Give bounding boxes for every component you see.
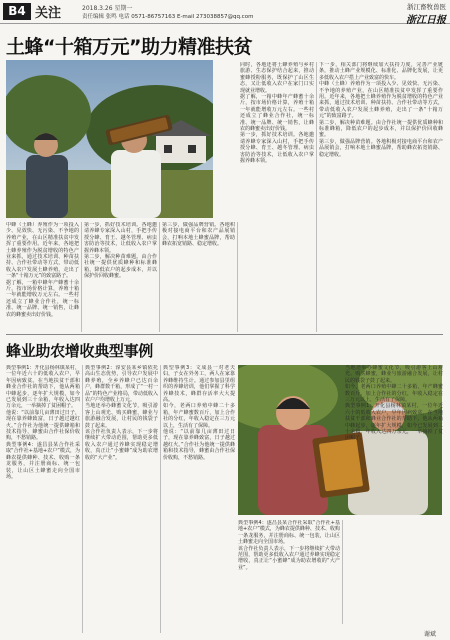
article-1-paragraph: 第三步，做强品牌营销。各地积极对接电商平台和农产品展销会，打响本地土蜂蜜品牌，帮助蜂农拓宽销路、稳定增收。 (162, 222, 235, 248)
section-code: B4 (3, 3, 31, 20)
article-1-paragraph: 第三步，做强品牌营销。各地积极对接电商平台和农产品展销会，打响本地土蜂蜜品牌，帮助蜂农拓宽销路、稳定增收。 (319, 138, 443, 158)
article-1-column-3 (162, 222, 235, 332)
paper-masthead: 浙江日报 (406, 15, 446, 26)
article-2-paragraph: 他说：“以前靠几亩薄田过日子，现在靠养蜂致富，日子越过越红火。”合作社为他统一提供蜂箱和技术指导，蜂蜜由合作社保价收购，不愁销路。 (163, 429, 235, 461)
article-2-column-1 (6, 365, 80, 633)
column-divider (82, 365, 83, 633)
article-1-column-4 (240, 62, 314, 332)
article-2-paragraph: 典型事例4：遂昌县某合作社采取“合作社+基地+农户”模式，为蜂农提供蜂种、技术、收购一条龙服务，并注册商标、统一包装，让山区土蜂蜜走向全国市场。 (238, 520, 340, 546)
article-1-paragraph: 第一步，抓好技术培训。各地邀请养蜂专家深入山村，手把手传授分蜂、育王、越冬管理、病虫害防治等技术，让低收入农户掌握养蜂本领。 (240, 132, 314, 165)
article-1-paragraph: 第一步，抓好技术培训。各地邀请养蜂专家深入山村，手把手传授分蜂、育王、越冬管理、病虫害防治等技术，让低收入农户掌握养蜂本领。 (84, 222, 157, 254)
article-1-paragraph: 中蜂（土蜂）养殖作为一项投入少、见效快、无污染、不争地的养殖产业，在山区精准扶贫中发挥了重要作用。近年来，各地把土蜂养殖作为脱贫增收的特色产业来抓，通过技术培训、种苗扶持、合作社带动等方式，带动低收入农户发展土蜂养殖，走出了一条“十箱万元”的致富路子。 (319, 81, 443, 120)
paper-section-label: 浙江畜牧兽医 (407, 3, 446, 11)
article-1-headline: 土蜂“十箱万元”助力精准扶贫 (6, 36, 252, 58)
page-header (0, 0, 450, 24)
article-1-paragraph: 据了解，一箱中蜂年产蜂蜜十余斤，按市场价格计算，养殖十箱一年就能增收万元左右。一些村还成立了蜂业合作社，统一标准、统一品牌、统一销售，让蜂农的蜂蜜卖出好价钱。 (240, 94, 314, 133)
article-1-paragraph: 据了解，一箱中蜂年产蜂蜜十余斤，按市场价格计算，养殖十箱一年就能增收万元左右。一些村还成立了蜂业合作社，统一标准、统一品牌、统一销售，让蜂农的蜂蜜卖出好价钱。 (6, 279, 79, 318)
article-1-paragraph: 下一步，相关部门将继续加大扶持力度，完善产业链条，推动土蜂产业规模化、标准化、品牌化发展，让更多低收入农户搭上产业致富的快车。 (319, 62, 443, 81)
column-divider (237, 222, 238, 332)
article-2-paragraph: 典型事例1：开化县杨林镇某村，一位年近六十的低收入农户，早年因病致贫。在当地扶贫干部和蜂业合作社的帮助下，他从两箱中蜂起步，逐年扩大规模，如今已发展到三十余箱，年收入达四万余元，一举摘掉了贫困帽子。 (345, 403, 443, 442)
story-divider (6, 334, 443, 335)
article-1-column-5 (319, 62, 443, 330)
article-2-paragraph: 当地还举办蜂蜜文化节，吸引游客上山观光、购买蜂蜜，蜂业与旅游融合发展，让村民的钱袋子鼓了起来。 (345, 365, 443, 384)
article-2-paragraph: 他说：“以前靠几亩薄田过日子，现在靠养蜂致富，日子越过越红火。”合作社为他统一提供蜂箱和技术指导，蜂蜜由合作社保价收购，不愁销路。 (6, 409, 80, 442)
article-2-headline: 蜂业助农增收典型事例 (6, 342, 154, 360)
article-2-paragraph: 该合作社负责人表示，下一步将继续扩大带动范围，帮助更多低收入农户通过养蜂实现稳定增收，真正让“小蜜蜂”成为助农增收的“大产业”。 (85, 429, 158, 461)
article-2-paragraph: 典型事例3：文成县一对老夫妇，子女在外务工，两人在家靠养蜂维持生计。通过参加县里组织的养蜂培训，他们掌握了科学养蜂技术，蜂群存活率大大提高。 (163, 365, 235, 404)
article-2-paragraph: 该合作社负责人表示，下一步将继续扩大带动范围，帮助更多低收入农户通过养蜂实现稳定增收，真正让“小蜜蜂”成为助农增收的“大产业”。 (238, 545, 340, 571)
article-2-paragraph: 如今，老两口养殖中蜂二十多箱，年产蜂蜜数百斤，加上合作社的分红，年收入稳定在三万元以上，生活有了保障。 (163, 403, 235, 429)
article-1-paragraph: 第二步，解决种苗难题。由合作社统一提供优质蜂种和标准蜂箱，降低农户的起步成本，并以保护价回收蜂蜜。 (84, 254, 157, 280)
article-1-column-2 (84, 222, 157, 332)
article-1-paragraph: 第二步，解决种苗难题。由合作社统一提供优质蜂种和标准蜂箱，降低农户的起步成本，并以保护价回收蜂蜜。 (319, 119, 443, 139)
article-2-paragraph: 典型事例4：遂昌县某合作社采取“合作社+基地+农户”模式，为蜂农提供蜂种、技术、收购一条龙服务，并注册商标、统一包装，让山区土蜂蜜走向全国市场。 (6, 441, 80, 480)
column-divider (316, 62, 317, 332)
article-1-photo (6, 60, 213, 218)
article-2-column-2 (85, 365, 158, 633)
article-2-column-3 (163, 365, 235, 633)
article-2-paragraph: 如今，老两口养殖中蜂二十多箱，年产蜂蜜数百斤，加上合作社的分红，年收入稳定在三万元以上，生活有了保障。 (345, 384, 443, 404)
section-name: 关注 (35, 6, 62, 21)
article-2-paragraph: 典型事例1：开化县杨林镇某村，一位年近六十的低收入农户，早年因病致贫。在当地扶贫干部和蜂业合作社的帮助下，他从两箱中蜂起步，逐年扩大规模，如今已发展到三十余箱，年收入达四万余元，一举摘掉了贫困帽子。 (6, 365, 80, 410)
article-2-column-4 (238, 520, 340, 624)
article-2-column-5 (345, 365, 443, 627)
editor-line: 责任编辑 张鸣 电话 0571-86757163 E-mail 273038857@qq.com (82, 14, 254, 20)
article-2-byline: 谢斌 (424, 631, 437, 638)
column-divider (81, 222, 82, 332)
article-1-column-1 (6, 222, 79, 332)
column-divider (160, 365, 161, 633)
article-2-paragraph: 典型事例2：淳安县某乡镇依托高山生态优势，引导农户发展中蜂养殖，全乡养蜂户已达百余户，蜂群数千箱，形成了“一村一品”的特色产业格局，带动低收入农户户均增收上万元。 (85, 365, 158, 404)
issue-date: 2018.3.26 星期一 (82, 5, 133, 12)
article-1-paragraph: 中蜂（土蜂）养殖作为一项投入少、见效快、无污染、不争地的养殖产业，在山区精准扶贫中发挥了重要作用。近年来，各地把土蜂养殖作为脱贫增收的特色产业来抓，通过技术培训、种苗扶持、合作社带动等方式，带动低收入农户发展土蜂养殖，走出了一条“十箱万元”的致富路子。 (6, 222, 79, 280)
article-1-paragraph: 同时，各地还将土蜂养殖与乡村旅游、生态保护结合起来，推动蜜蜂授粉服务，既保护了山区生态，又让低收入农户在家门口实现就业增收。 (240, 62, 314, 94)
column-divider (342, 520, 343, 624)
column-divider (159, 222, 160, 332)
article-2-paragraph: 当地还举办蜂蜜文化节，吸引游客上山观光、购买蜂蜜，蜂业与旅游融合发展，让村民的钱袋子鼓了起来。 (85, 403, 158, 429)
